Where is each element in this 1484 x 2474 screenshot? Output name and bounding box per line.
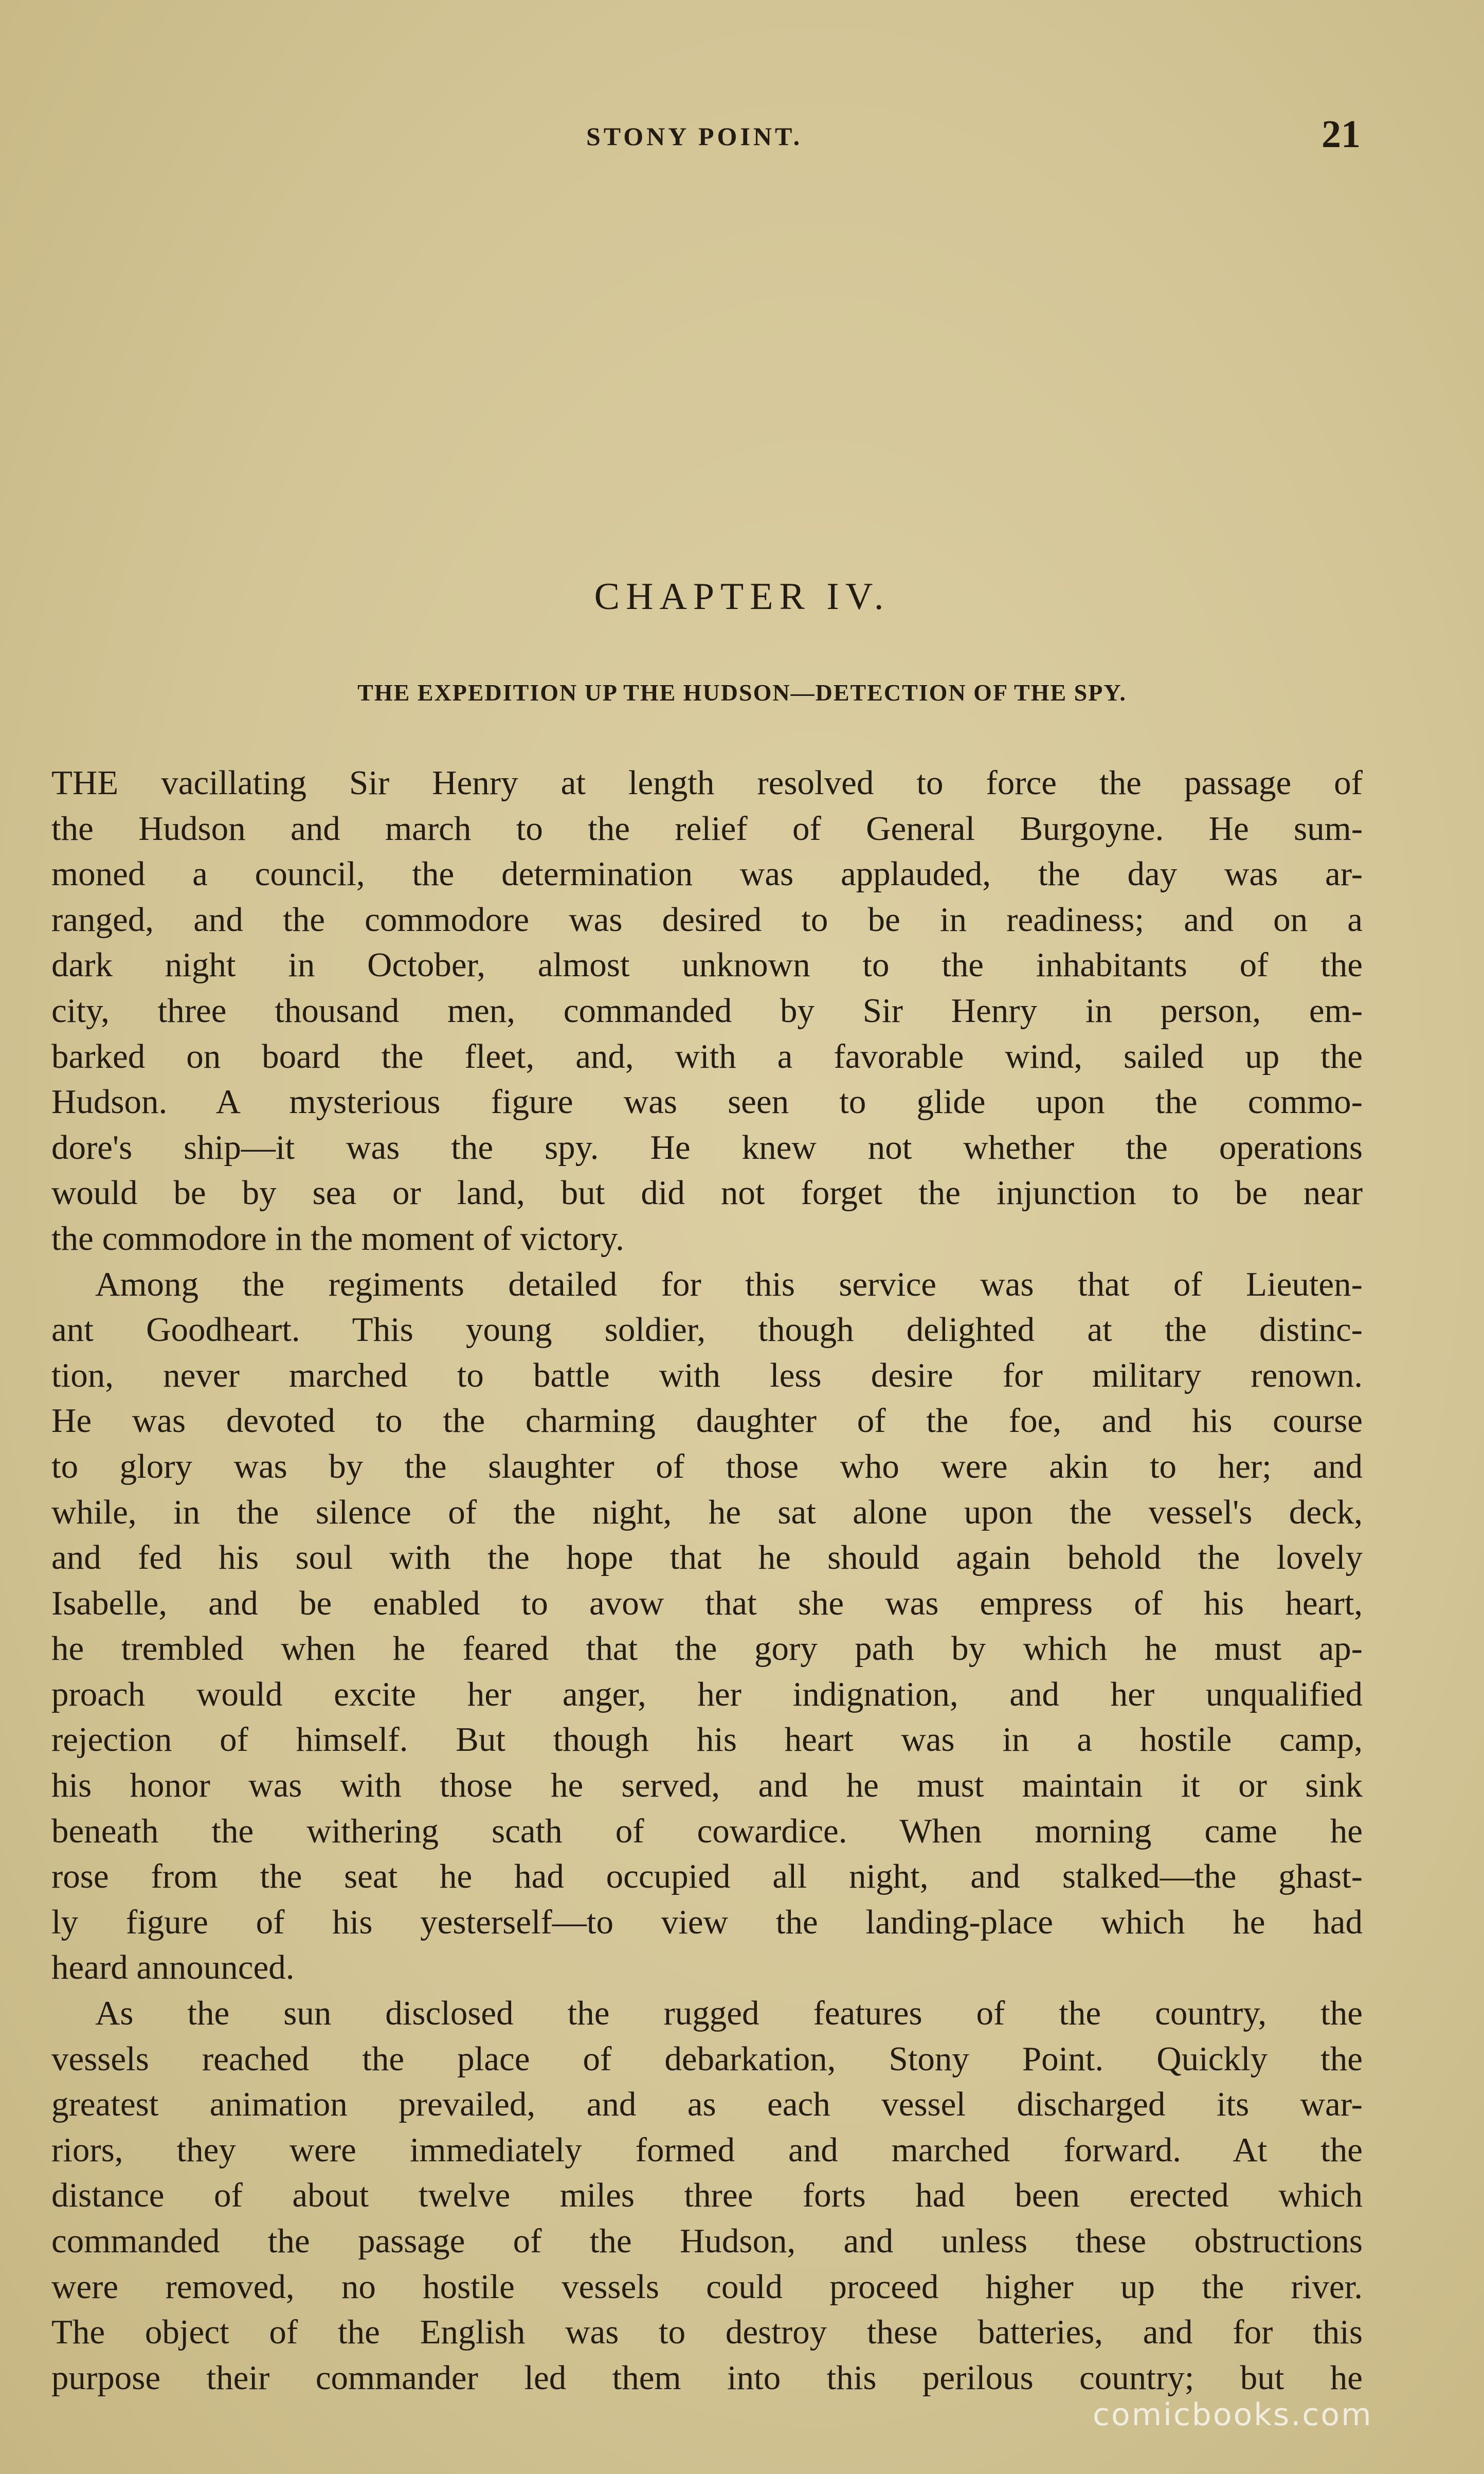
text-line: distance of about twelve miles three forts had been erected which	[51, 2176, 1363, 2215]
text-line: riors, they were immediately formed and marched forward. At the	[51, 2130, 1363, 2169]
text-line: barked on board the fleet, and, with a favorable wind, sailed up the	[51, 1037, 1363, 1075]
text-line: his honor was with those he served, and he must maintain it or sink	[51, 1766, 1363, 1805]
text-line: THE vacillating Sir Henry at length resolved to force the passage of	[51, 764, 1363, 802]
text-line: were removed, no hostile vessels could proceed higher up the river.	[51, 2267, 1363, 2306]
text-line: He was devoted to the charming daughter of the foe, and his course	[51, 1402, 1363, 1440]
body-text	[51, 760, 1363, 2400]
page-number: 21	[1322, 113, 1361, 156]
text-line: ranged, and the commodore was desired to be in readiness; and on a	[51, 900, 1363, 939]
text-line: commanded the passage of the Hudson, and unless these obstructions	[51, 2222, 1363, 2260]
text-line: and fed his soul with the hope that he should again behold the lovely	[51, 1538, 1363, 1577]
text-line: the commodore in the moment of victory.	[51, 1219, 624, 1258]
text-line: city, three thousand men, commanded by Sir Henry in person, em-	[51, 991, 1363, 1030]
text-line: Hudson. A mysterious figure was seen to glide upon the commo-	[51, 1083, 1363, 1121]
text-line: proach would excite her anger, her indignation, and her unqualified	[51, 1675, 1363, 1713]
text-line: The object of the English was to destroy these batteries, and for this	[51, 2313, 1363, 2352]
text-line: rejection of himself. But though his heart was in a hostile camp,	[51, 1720, 1363, 1759]
text-line: Isabelle, and be enabled to avow that she was empress of his heart,	[51, 1584, 1363, 1622]
text-line: beneath the withering scath of cowardice. When morning came he	[51, 1812, 1363, 1850]
text-line: tion, never marched to battle with less desire for military renown.	[51, 1356, 1363, 1394]
text-line: the Hudson and march to the relief of General Burgoyne. He sum-	[51, 809, 1363, 848]
text-line: As the sun disclosed the rugged features of the country, the	[95, 1994, 1363, 2033]
text-line: dark night in October, almost unknown to the inhabitants of the	[51, 946, 1363, 984]
text-line: would be by sea or land, but did not forget the injunction to be near	[51, 1174, 1363, 1212]
text-line: greatest animation prevailed, and as each vessel discharged its war-	[51, 2085, 1363, 2124]
text-line: to glory was by the slaughter of those who were akin to her; and	[51, 1447, 1363, 1485]
running-head-title: STONY POINT.	[586, 122, 803, 151]
text-line: heard announced.	[51, 1948, 295, 1987]
running-head	[0, 112, 1484, 158]
text-line: purpose their commander led them into this perilous country; but he	[51, 2358, 1363, 2397]
text-line: ant Goodheart. This young soldier, though delighted at the distinc-	[51, 1311, 1363, 1349]
text-line: dore's ship—it was the spy. He knew not whether the operations	[51, 1128, 1363, 1167]
text-line: he trembled when he feared that the gory path by which he must ap-	[51, 1629, 1363, 1668]
text-line: while, in the silence of the night, he sat alone upon the vessel's deck,	[51, 1493, 1363, 1531]
text-line: ly figure of his yesterself—to view the landing-place which he had	[51, 1903, 1363, 1941]
chapter-title: CHAPTER IV.	[594, 576, 890, 618]
text-line: Among the regiments detailed for this service was that of Lieuten-	[95, 1265, 1363, 1303]
text-line: vessels reached the place of debarkation, Stony Point. Quickly the	[51, 2039, 1363, 2078]
watermark: comicbooks.com	[1093, 2397, 1373, 2433]
text-line: rose from the seat he had occupied all night, and stalked—the ghast-	[51, 1857, 1363, 1896]
chapter-subtitle: THE EXPEDITION UP THE HUDSON—DETECTION OF THE SPY.	[357, 679, 1127, 706]
text-line: moned a council, the determination was applauded, the day was ar-	[51, 855, 1363, 893]
